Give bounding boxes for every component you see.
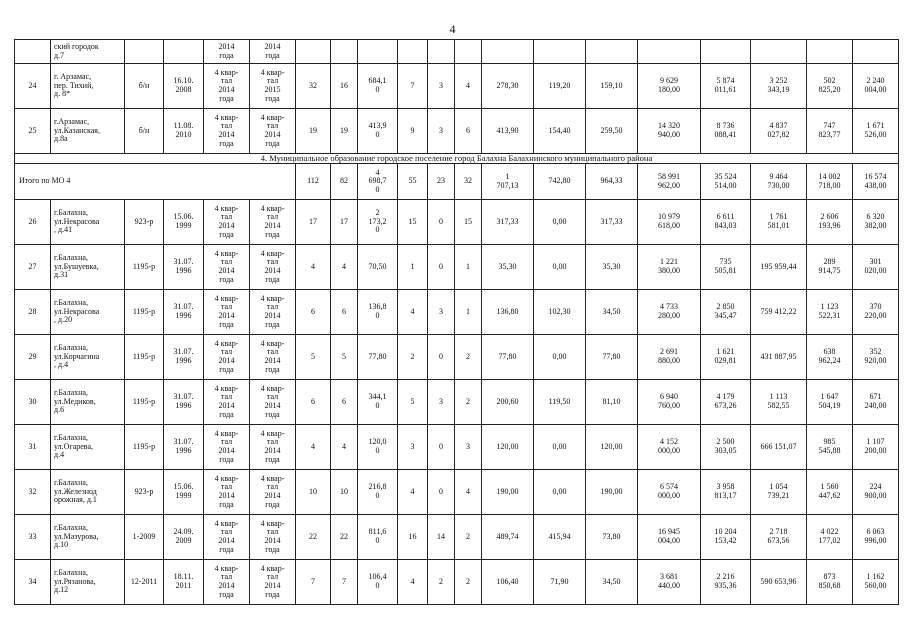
total-c6: 32 <box>455 164 482 200</box>
cell-c9: 77,80 <box>586 335 638 380</box>
cell-c10: 9 629 180,00 <box>638 64 701 109</box>
cell-c11: 735 505,81 <box>701 245 751 290</box>
cell-c10: 10 979 618,00 <box>638 200 701 245</box>
cell-c14: 671 240,00 <box>853 380 899 425</box>
cell-c6: 2 <box>455 515 482 560</box>
table-row <box>15 560 899 605</box>
cell-c8: 415,94 <box>534 515 586 560</box>
cell-q2: 4 квар- тал 2014 года <box>250 109 296 154</box>
cell-c2: 7 <box>331 560 358 605</box>
table-row <box>15 200 899 245</box>
cell-c14: 352 920,00 <box>853 335 899 380</box>
cell-c2: 19 <box>331 109 358 154</box>
cell-c10: 3 681 440,00 <box>638 560 701 605</box>
cell-c14: 6 320 382,00 <box>853 200 899 245</box>
cell-q1: 2014 года <box>204 40 250 64</box>
total-c14: 16 574 438,00 <box>853 164 899 200</box>
cell-c1: 4 <box>296 245 331 290</box>
cell-c4: 5 <box>398 380 428 425</box>
cell-c12: 195 959,44 <box>751 245 807 290</box>
cell-date: 31.07. 1996 <box>164 425 204 470</box>
cell-date <box>164 40 204 64</box>
cell-c6: 2 <box>455 380 482 425</box>
housing-program-table <box>14 39 899 605</box>
cell-c4: 9 <box>398 109 428 154</box>
cell-c1: 32 <box>296 64 331 109</box>
cell-date: 31.07. 1996 <box>164 290 204 335</box>
cell-n: 25 <box>15 109 51 154</box>
cell-c1: 10 <box>296 470 331 515</box>
cell-c13: 638 962,24 <box>807 335 853 380</box>
cell-c9: 190,00 <box>586 470 638 515</box>
total-c12: 9 464 730,00 <box>751 164 807 200</box>
total-c2: 82 <box>331 164 358 200</box>
cell-q2: 4 квар- тал 2014 года <box>250 335 296 380</box>
cell-q1: 4 квар- тал 2014 года <box>204 64 250 109</box>
cell-doc: б/н <box>125 109 164 154</box>
cell-n: 30 <box>15 380 51 425</box>
table-row <box>15 109 899 154</box>
cell-c4: 16 <box>398 515 428 560</box>
cell-c6: 15 <box>455 200 482 245</box>
cell-c11: 5 874 011,61 <box>701 64 751 109</box>
cell-c5: 0 <box>428 470 455 515</box>
cell-c13: 747 823,77 <box>807 109 853 154</box>
cell-c11: 2 216 935,36 <box>701 560 751 605</box>
cell-c5: 3 <box>428 380 455 425</box>
cell-q1: 4 квар- тал 2014 года <box>204 109 250 154</box>
cell-c6: 4 <box>455 470 482 515</box>
cell-c12: 1 113 582,55 <box>751 380 807 425</box>
cell-c2: 17 <box>331 200 358 245</box>
cell-doc: 1-2009 <box>125 515 164 560</box>
cell-c9: 73,80 <box>586 515 638 560</box>
cell-n: 28 <box>15 290 51 335</box>
cell-doc: б/н <box>125 64 164 109</box>
cell-n: 24 <box>15 64 51 109</box>
cell-address: ский городок д.7 <box>51 40 125 64</box>
cell-q1: 4 квар- тал 2014 года <box>204 290 250 335</box>
cell-c12: 2 718 673,56 <box>751 515 807 560</box>
table-row-continued <box>15 40 899 64</box>
cell-c5: 2 <box>428 560 455 605</box>
total-c4: 55 <box>398 164 428 200</box>
cell-n: 33 <box>15 515 51 560</box>
cell-c9: 317,33 <box>586 200 638 245</box>
total-c3: 4 698,7 0 <box>358 164 398 200</box>
cell-c7: 317,33 <box>482 200 534 245</box>
cell-address: г.Арзамас, ул.Казанская, д.8а <box>51 109 125 154</box>
cell-q2: 4 квар- тал 2014 года <box>250 200 296 245</box>
cell-c3: 70,50 <box>358 245 398 290</box>
cell-c14: 370 220,00 <box>853 290 899 335</box>
cell-q1: 4 квар- тал 2014 года <box>204 560 250 605</box>
cell-c4: 3 <box>398 425 428 470</box>
cell-q2: 2014 года <box>250 40 296 64</box>
cell-c11: 6 611 843,03 <box>701 200 751 245</box>
cell-c5: 14 <box>428 515 455 560</box>
cell-c8: 0,00 <box>534 425 586 470</box>
cell-c3: 77,80 <box>358 335 398 380</box>
cell-c10: 4 733 280,00 <box>638 290 701 335</box>
cell-address: г.Балахна, ул.Некрасова , д.41 <box>51 200 125 245</box>
cell-c14: 6 063 996,00 <box>853 515 899 560</box>
cell-c7: 136,80 <box>482 290 534 335</box>
cell-c6: 1 <box>455 245 482 290</box>
cell-c4: 15 <box>398 200 428 245</box>
table-row <box>15 425 899 470</box>
cell-c8: 71,90 <box>534 560 586 605</box>
cell-date: 15.06. 1999 <box>164 200 204 245</box>
cell-c5: 0 <box>428 425 455 470</box>
cell-c2: 4 <box>331 245 358 290</box>
cell-address: г.Балахна, ул.Железнод орожная, д.1 <box>51 470 125 515</box>
cell-c4: 4 <box>398 470 428 515</box>
cell-c13: 4 022 177,02 <box>807 515 853 560</box>
cell-c13: 985 545,88 <box>807 425 853 470</box>
cell-c3: 344,1 0 <box>358 380 398 425</box>
cell-c11: 4 179 673,26 <box>701 380 751 425</box>
cell-c7: 120,00 <box>482 425 534 470</box>
cell-c5: 0 <box>428 245 455 290</box>
cell-doc: 1195-р <box>125 380 164 425</box>
section-title-row <box>15 154 899 164</box>
cell-c2: 16 <box>331 64 358 109</box>
cell-date: 18.11. 2011 <box>164 560 204 605</box>
cell-c8: 0,00 <box>534 245 586 290</box>
cell-c10: 1 221 380,00 <box>638 245 701 290</box>
cell-c3: 413,9 0 <box>358 109 398 154</box>
cell-c10: 6 940 760,00 <box>638 380 701 425</box>
cell-q2: 4 квар- тал 2014 года <box>250 245 296 290</box>
cell-date: 31.07. 1996 <box>164 380 204 425</box>
cell-n: 31 <box>15 425 51 470</box>
total-c10: 58 991 962,00 <box>638 164 701 200</box>
total-c13: 14 002 718,00 <box>807 164 853 200</box>
cell-c11: 10 204 153,42 <box>701 515 751 560</box>
cell-c3: 106,4 0 <box>358 560 398 605</box>
cell-c8: 0,00 <box>534 470 586 515</box>
cell-c4: 2 <box>398 335 428 380</box>
cell-c6: 2 <box>455 560 482 605</box>
table-row <box>15 335 899 380</box>
cell-q2: 4 квар- тал 2015 года <box>250 64 296 109</box>
cell-c2: 6 <box>331 380 358 425</box>
cell-c1: 6 <box>296 380 331 425</box>
cell-c8: 119,50 <box>534 380 586 425</box>
section-title: 4. Муниципальное образование городское поселение город Балахна Балахнинского муниципального района <box>15 154 899 164</box>
cell-date: 15.06. 1999 <box>164 470 204 515</box>
total-c9: 964,33 <box>586 164 638 200</box>
cell-c1: 6 <box>296 290 331 335</box>
cell-c9: 34,50 <box>586 560 638 605</box>
cell-c5: 3 <box>428 290 455 335</box>
cell-c8: 102,30 <box>534 290 586 335</box>
cell-q1: 4 квар- тал 2014 года <box>204 380 250 425</box>
cell-c7: 190,00 <box>482 470 534 515</box>
table-row <box>15 380 899 425</box>
cell-c10: 16 945 004,00 <box>638 515 701 560</box>
total-row <box>15 164 899 200</box>
cell-c13: 502 825,20 <box>807 64 853 109</box>
cell-c2: 10 <box>331 470 358 515</box>
cell-c14: 1 671 526,00 <box>853 109 899 154</box>
cell-date: 31.07. 1996 <box>164 245 204 290</box>
cell-c13: 2 606 193,96 <box>807 200 853 245</box>
cell-c7: 200,60 <box>482 380 534 425</box>
cell-c7: 413,90 <box>482 109 534 154</box>
total-c1: 112 <box>296 164 331 200</box>
cell-q1: 4 квар- тал 2014 года <box>204 245 250 290</box>
cell-c5: 0 <box>428 200 455 245</box>
cell-c1: 19 <box>296 109 331 154</box>
cell-c3: 120,0 0 <box>358 425 398 470</box>
cell-c2: 4 <box>331 425 358 470</box>
cell-c13: 1 123 522,31 <box>807 290 853 335</box>
cell-doc: 923-р <box>125 200 164 245</box>
cell-c3: 684,1 0 <box>358 64 398 109</box>
cell-c12: 590 653,96 <box>751 560 807 605</box>
cell-c8: 0,00 <box>534 335 586 380</box>
cell-c10: 14 320 940,00 <box>638 109 701 154</box>
cell-c3: 811,6 0 <box>358 515 398 560</box>
cell-c5: 3 <box>428 64 455 109</box>
cell-n: 32 <box>15 470 51 515</box>
cell-c3: 216,8 0 <box>358 470 398 515</box>
cell-c1: 5 <box>296 335 331 380</box>
cell-c11: 2 500 303,05 <box>701 425 751 470</box>
table-row <box>15 245 899 290</box>
cell-c12: 3 252 343,19 <box>751 64 807 109</box>
cell-address: г.Балахна, ул.Медиков, д.6 <box>51 380 125 425</box>
cell-c9: 35,30 <box>586 245 638 290</box>
cell-address: г.Балахна, ул.Огарева, д.4 <box>51 425 125 470</box>
cell-c14: 1 107 200,00 <box>853 425 899 470</box>
cell-c6: 1 <box>455 290 482 335</box>
table-row <box>15 64 899 109</box>
cell-c13: 1 647 504,19 <box>807 380 853 425</box>
cell-q2: 4 квар- тал 2014 года <box>250 560 296 605</box>
cell-c1: 17 <box>296 200 331 245</box>
cell-c12: 4 837 027,82 <box>751 109 807 154</box>
cell-doc: 1195-р <box>125 335 164 380</box>
cell-q2: 4 квар- тал 2014 года <box>250 425 296 470</box>
cell-q1: 4 квар- тал 2014 года <box>204 425 250 470</box>
cell-c9: 81,10 <box>586 380 638 425</box>
cell-doc: 1195-р <box>125 425 164 470</box>
table-row <box>15 470 899 515</box>
cell-c11: 8 736 088,41 <box>701 109 751 154</box>
cell-date: 24.09. 2009 <box>164 515 204 560</box>
cell-n: 27 <box>15 245 51 290</box>
cell-date: 11.08. 2010 <box>164 109 204 154</box>
cell-c10: 4 152 000,00 <box>638 425 701 470</box>
cell-c7: 489,74 <box>482 515 534 560</box>
cell-c4: 4 <box>398 290 428 335</box>
table-row <box>15 515 899 560</box>
cell-q1: 4 квар- тал 2014 года <box>204 200 250 245</box>
cell-c7: 35,30 <box>482 245 534 290</box>
cell-c6: 3 <box>455 425 482 470</box>
cell-c5: 0 <box>428 335 455 380</box>
cell-date: 31.07. 1996 <box>164 335 204 380</box>
cell-q1: 4 квар- тал 2014 года <box>204 470 250 515</box>
cell-q2: 4 квар- тал 2014 года <box>250 380 296 425</box>
cell-c1: 22 <box>296 515 331 560</box>
cell-c7: 106,40 <box>482 560 534 605</box>
cell-date: 16.10. 2008 <box>164 64 204 109</box>
page-number: 4 <box>449 22 456 36</box>
cell-c13: 1 560 447,62 <box>807 470 853 515</box>
cell-doc: 1195-р <box>125 245 164 290</box>
cell-c9: 34,50 <box>586 290 638 335</box>
cell-c4: 1 <box>398 245 428 290</box>
cell-c3: 2 173,2 0 <box>358 200 398 245</box>
cell-c3: 136,8 0 <box>358 290 398 335</box>
cell-c4: 7 <box>398 64 428 109</box>
cell-address: г.Балахна, ул.Мазурова, д.10 <box>51 515 125 560</box>
cell-c2: 5 <box>331 335 358 380</box>
cell-n <box>15 40 51 64</box>
total-c5: 23 <box>428 164 455 200</box>
cell-c1: 7 <box>296 560 331 605</box>
cell-c1: 4 <box>296 425 331 470</box>
cell-c5: 3 <box>428 109 455 154</box>
cell-address: г.Балахна, ул.Рязанова, д.12 <box>51 560 125 605</box>
cell-c14: 2 240 004,00 <box>853 64 899 109</box>
cell-address: г.Балахна, ул.Корчагина , д.4 <box>51 335 125 380</box>
cell-doc <box>125 40 164 64</box>
cell-c2: 6 <box>331 290 358 335</box>
cell-c8: 0,00 <box>534 200 586 245</box>
cell-c13: 873 850,68 <box>807 560 853 605</box>
cell-address: г.Балахна, ул.Некрасова , д.20 <box>51 290 125 335</box>
cell-q1: 4 квар- тал 2014 года <box>204 515 250 560</box>
cell-c11: 1 621 029,81 <box>701 335 751 380</box>
total-c8: 742,80 <box>534 164 586 200</box>
cell-c12: 759 412,22 <box>751 290 807 335</box>
cell-c13: 289 914,75 <box>807 245 853 290</box>
cell-c10: 2 691 880,00 <box>638 335 701 380</box>
cell-c9: 159,10 <box>586 64 638 109</box>
cell-c12: 666 151,07 <box>751 425 807 470</box>
cell-c11: 2 850 345,47 <box>701 290 751 335</box>
cell-c14: 301 020,00 <box>853 245 899 290</box>
total-label: Итого по МО 4 <box>15 164 296 200</box>
cell-c8: 154,40 <box>534 109 586 154</box>
cell-address: г. Арзамас, пер. Тихий, д. 8* <box>51 64 125 109</box>
cell-c6: 2 <box>455 335 482 380</box>
cell-n: 34 <box>15 560 51 605</box>
cell-c8: 119,20 <box>534 64 586 109</box>
cell-doc: 923-р <box>125 470 164 515</box>
cell-c9: 120,00 <box>586 425 638 470</box>
cell-c11: 3 958 813,17 <box>701 470 751 515</box>
cell-c12: 431 887,95 <box>751 335 807 380</box>
cell-c12: 1 054 739,21 <box>751 470 807 515</box>
cell-c6: 4 <box>455 64 482 109</box>
cell-c14: 1 162 560,00 <box>853 560 899 605</box>
cell-c9: 259,50 <box>586 109 638 154</box>
cell-n: 26 <box>15 200 51 245</box>
cell-c2: 22 <box>331 515 358 560</box>
cell-c12: 1 761 581,01 <box>751 200 807 245</box>
cell-q1: 4 квар- тал 2014 года <box>204 335 250 380</box>
cell-c10: 6 574 000,00 <box>638 470 701 515</box>
total-c7: 1 707,13 <box>482 164 534 200</box>
cell-q2: 4 квар- тал 2014 года <box>250 290 296 335</box>
cell-c7: 278,30 <box>482 64 534 109</box>
cell-q2: 4 квар- тал 2014 года <box>250 470 296 515</box>
cell-doc: 12-2011 <box>125 560 164 605</box>
cell-c7: 77,80 <box>482 335 534 380</box>
total-c11: 35 524 514,00 <box>701 164 751 200</box>
cell-c6: 6 <box>455 109 482 154</box>
cell-n: 29 <box>15 335 51 380</box>
table-row <box>15 290 899 335</box>
cell-q2: 4 квар- тал 2014 года <box>250 515 296 560</box>
cell-doc: 1195-р <box>125 290 164 335</box>
cell-c4: 4 <box>398 560 428 605</box>
cell-c14: 224 900,00 <box>853 470 899 515</box>
cell-address: г.Балахна, ул.Бушуевка, д.31 <box>51 245 125 290</box>
